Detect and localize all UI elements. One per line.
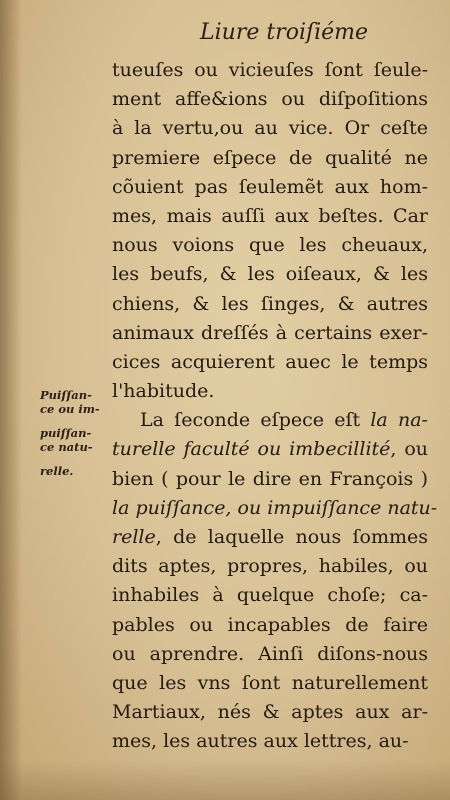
- text-line: [112, 260, 428, 289]
- text-line: [112, 173, 428, 202]
- roman-text: mes, mais auſſi aux beſtes. Car: [112, 204, 428, 227]
- roman-text: cõuient pas ſeulemẽt aux hom-: [112, 175, 428, 198]
- roman-text: l'habitude.: [112, 380, 215, 403]
- text-line: [112, 231, 428, 260]
- marginal-note: [40, 388, 104, 478]
- text-line: [112, 552, 428, 581]
- roman-text: cices acquierent auec le temps: [112, 350, 428, 373]
- marginal-note-line: puiſſan-: [40, 426, 92, 440]
- text-line: [112, 494, 438, 523]
- italic-text: la puiſſance, ou impuiſſance natu-: [112, 496, 438, 519]
- text-line: [112, 435, 428, 464]
- binding-shadow: [0, 0, 22, 800]
- text-line: [112, 348, 428, 377]
- roman-text: que les vns ſont naturellement: [112, 671, 428, 694]
- text-line: [112, 202, 428, 231]
- text-line: [112, 523, 428, 552]
- text-line: [112, 290, 428, 319]
- marginal-note-line: ce ou im-: [40, 402, 100, 416]
- roman-text: tueuſes ou vicieuſes ſont ſeule-: [112, 59, 428, 81]
- roman-text: animaux dreſſés à certains exer-: [112, 321, 428, 344]
- roman-text: , ou: [390, 438, 428, 461]
- italic-text: turelle faculté ou imbecillité: [112, 438, 391, 461]
- roman-text: premiere eſpece de qualité ne: [112, 146, 428, 169]
- roman-text: ment affe&ions ou diſpoſitions: [112, 88, 428, 111]
- roman-text: ou aprendre. Ainſi diſons-nous: [112, 642, 428, 665]
- text-line: [112, 611, 428, 640]
- roman-text: bien ( pour le dire en François ): [112, 467, 428, 490]
- roman-text: les beufs, & les oiſeaux, & les: [112, 263, 428, 286]
- text-line: [112, 85, 428, 114]
- text-line: [112, 727, 428, 756]
- marginal-note-line: Puiſſan-: [40, 388, 92, 402]
- italic-text: relle: [112, 526, 156, 548]
- italic-text: la na-: [370, 409, 428, 432]
- text-line: [112, 698, 428, 727]
- marginal-note-line: relle.: [40, 464, 74, 478]
- marginal-note-line: ce natu-: [40, 440, 93, 454]
- text-line: [112, 319, 428, 348]
- text-line: [112, 377, 428, 406]
- text-line: [112, 581, 428, 610]
- page-bottom-shadow: [0, 760, 450, 800]
- roman-text: nous voions que les cheuaux,: [112, 234, 428, 257]
- text-line: [112, 640, 428, 669]
- text-line: [112, 114, 428, 143]
- running-head: Liure troiſiéme: [200, 20, 369, 45]
- text-line: [112, 669, 428, 698]
- roman-text: La ſeconde eſpece eſt: [140, 409, 371, 432]
- body-text: [112, 56, 438, 757]
- roman-text: , de laquelle nous ſommes: [155, 526, 428, 548]
- roman-text: inhabiles à quelque choſe; ca-: [112, 584, 428, 607]
- roman-text: Martiaux, nés & aptes aux ar-: [112, 701, 428, 724]
- text-line: [112, 56, 428, 85]
- roman-text: chiens, & les ſinges, & autres: [112, 292, 428, 315]
- text-line: [112, 144, 428, 173]
- text-line: [112, 406, 428, 435]
- roman-text: dits aptes, propres, habiles, ou: [112, 555, 428, 578]
- roman-text: à la vertu,ou au vice. Or ceſte: [112, 117, 428, 140]
- text-line: [112, 465, 428, 494]
- roman-text: pables ou incapables de faire: [112, 613, 428, 636]
- roman-text: mes, les autres aux lettres, au-: [112, 730, 409, 753]
